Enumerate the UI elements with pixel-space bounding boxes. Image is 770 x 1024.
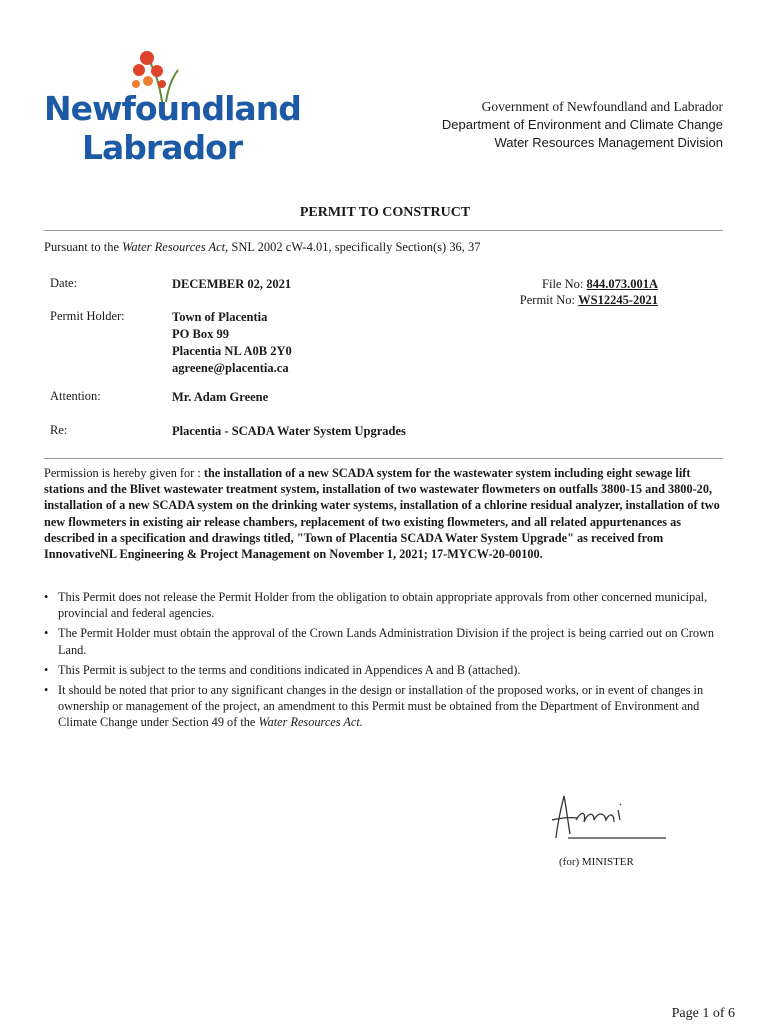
divider [44, 458, 723, 459]
act-name: Water Resources Act. [258, 715, 363, 730]
divider [44, 230, 723, 231]
permission-body: the installation of a new SCADA system for the wastewater system including eight sewage lift stations and the Blivet wastewater treatment system, installation of two wastewater flowmeters on outfalls 3800-15 and 3800-20, installation of a new SCADA system on the drinking water systems, installation of a chlorine residual analyzer, installation of two new flowmeters in existing air release chambers, replacement of two existing flowmeters, and all related appurtenances as described in a specification and drawings titled, "Town of Placentia SCADA Water System Upgrade" as received from InnovativeNL Engineering & Project Management on November 1, 2021; 17-MYCW-20-00100. [44, 466, 720, 562]
holder-city: Placentia NL A0B 2Y0 [172, 344, 292, 358]
pursuant-statement [44, 240, 481, 255]
permission-paragraph [44, 465, 726, 562]
department-name: Department of Environment and Climate Change [441, 117, 723, 132]
re-value: Placentia - SCADA Water System Upgrades [172, 424, 406, 438]
condition-item: • It should be noted that prior to any significant changes in the design or installation of the proposed works, or in event of changes in ownership or management of the project, an amendment to this Permit must be obtained from the Department of Environment and Climate Change under Section 49 of the Water Resources Act. [44, 683, 704, 730]
condition-text: This Permit is subject to the terms and conditions indicated in Appendices A and B (attached). [58, 662, 521, 677]
file-number-row [520, 276, 658, 292]
logo-wordmark-line2: Labrador [82, 128, 243, 167]
holder-name: Town of Placentia [172, 310, 268, 324]
permit-no-label: Permit No: [519, 293, 575, 307]
file-no-label: File No: [542, 277, 584, 291]
attention-label: Attention: [50, 389, 101, 403]
permit-holder-address [172, 309, 292, 377]
file-no-value: 844.073.001A [586, 277, 658, 291]
condition-item: • This Permit does not release the Permit Holder from the obligation to obtain appropriate approvals from other concerned municipal, provincial and federal agencies. [44, 590, 708, 621]
document-title: PERMIT TO CONSTRUCT [299, 205, 471, 220]
newfoundland-labrador-logo [44, 44, 301, 167]
page-number: Page 1 of 6 [671, 1006, 735, 1021]
permit-no-value: WS12245-2021 [578, 293, 658, 307]
holder-po-box: PO Box 99 [172, 327, 229, 341]
government-name: Government of Newfoundland and Labrador [481, 99, 723, 114]
date-label: Date: [50, 276, 78, 290]
permit-number-row [520, 292, 658, 308]
date-value: DECEMBER 02, 2021 [172, 277, 292, 291]
logo-wordmark-line1: Newfoundland [44, 89, 301, 128]
condition-text: This Permit does not release the Permit Holder from the obligation to obtain appropriate approvals from other concerned municipal, provincial and federal agencies. [58, 590, 708, 621]
file-numbers [520, 276, 658, 308]
pursuant-prefix: Pursuant to the [44, 240, 123, 254]
pursuant-suffix: , SNL 2002 cW-4.01, specifically Section(s) 36, 37 [225, 240, 481, 254]
conditions-list [44, 589, 724, 735]
condition-text: It should be noted that prior to any significant changes in the design or installation of the proposed works, or in event of changes in ownership or management of the project, an amendment to this Permit must be obtained from the Department of Environment and Climate Change under Section 49 of the [58, 683, 704, 730]
act-name: Water Resources Act [122, 240, 226, 254]
signature-caption: (for) MINISTER [559, 856, 634, 868]
permission-prefix: Permission is hereby given for : [44, 466, 204, 480]
attention-value: Mr. Adam Greene [172, 390, 269, 404]
holder-email: agreene@placentia.ca [172, 361, 289, 375]
condition-text: The Permit Holder must obtain the approval of the Crown Lands Administration Division if the project is being carried out on Crown Land. [58, 626, 715, 657]
condition-item: • This Permit is subject to the terms and conditions indicated in Appendices A and B (attached). [44, 662, 521, 677]
signature [548, 790, 670, 848]
condition-item: • The Permit Holder must obtain the approval of the Crown Lands Administration Division if the project is being carried out on Crown Land. [44, 626, 715, 657]
permit-holder-label: Permit Holder: [50, 309, 125, 323]
re-label: Re: [50, 423, 68, 437]
division-name: Water Resources Management Division [494, 135, 723, 150]
